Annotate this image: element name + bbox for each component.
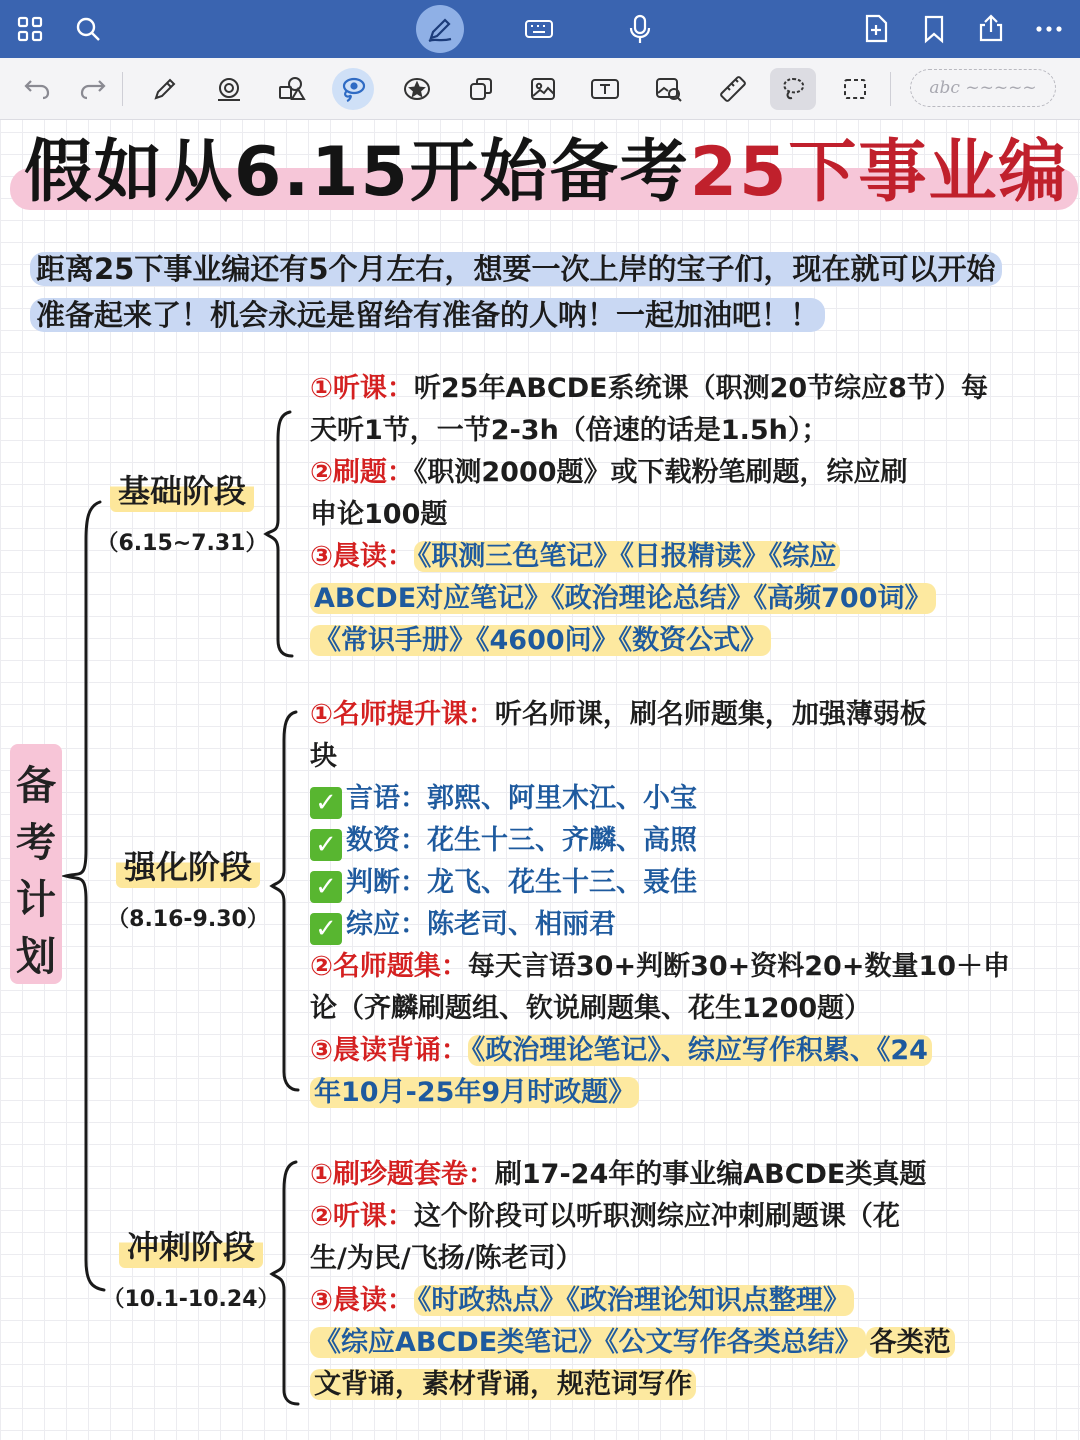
book-list: 《时政热点》《政治理论知识点整理》 — [414, 1285, 854, 1316]
item-text: 各类范 — [866, 1327, 955, 1358]
stage-sprint — [96, 1222, 286, 1313]
teacher-item: 综应：陈老司、相丽君 — [346, 909, 616, 940]
stage-strengthen — [100, 842, 276, 933]
stage-date: （6.15~7.31） — [96, 531, 268, 556]
stage-date: （10.1-10.24） — [102, 1287, 280, 1312]
basic-stage-content — [310, 368, 1070, 662]
item-text: 这个阶段可以听职测综应冲刺刷题课（花 — [413, 1201, 900, 1232]
item-label: ②刷题： — [310, 457, 414, 488]
handwriting-input-field[interactable]: abc ~~~~~ — [910, 69, 1056, 107]
item-text: 听25年ABCDE系统课（职测20节综应8节）每 — [413, 373, 988, 404]
item-label: ①刷珍题套卷： — [310, 1159, 495, 1190]
stage-name: 冲刺阶段 — [119, 1222, 263, 1268]
checkmark-icon: ✓ — [310, 787, 342, 819]
stage-name: 强化阶段 — [116, 842, 260, 888]
stage-date: （8.16-9.30） — [107, 907, 269, 932]
book-list: 《综应ABCDE类笔记》《公文写作各类总结》 — [310, 1327, 866, 1358]
item-text: 文背诵，素材背诵，规范词写作 — [310, 1369, 696, 1400]
item-label: ①听课： — [310, 373, 414, 404]
item-text: 生/为民/飞扬/陈老司） — [310, 1243, 583, 1274]
book-list: ABCDE对应笔记》《政治理论总结》《高频700词》 — [310, 583, 936, 614]
item-label: ③晨读背诵： — [310, 1035, 468, 1066]
teacher-item: 数资：花生十三、齐麟、高照 — [346, 825, 697, 856]
item-text: 每天言语30+判断30+资料20+数量10＋申 — [467, 951, 1011, 982]
title-part-2: 25下事业编 — [689, 133, 1069, 212]
title-part-1: 假如从6.15开始备考 — [24, 133, 690, 212]
root-char: 考 — [16, 820, 56, 866]
strengthen-stage-content — [310, 694, 1070, 1114]
stage-basic — [96, 466, 268, 557]
book-list: 《政治理论笔记》、综应写作积累、《24 — [468, 1035, 932, 1066]
item-text: 申论100题 — [310, 499, 448, 530]
book-list: 年10月-25年9月时政题》 — [310, 1077, 639, 1108]
item-text: 天听1节，一节2-3h（倍速的话是1.5h）； — [310, 415, 829, 446]
item-label: ②听课： — [310, 1201, 414, 1232]
root-char: 计 — [16, 877, 56, 923]
item-label: ③晨读： — [310, 541, 414, 572]
checkmark-icon: ✓ — [310, 913, 342, 945]
root-node-plan — [10, 744, 62, 984]
item-text: 刷17-24年的事业编ABCDE类真题 — [494, 1159, 927, 1190]
teacher-item: 言语：郭熙、阿里木江、小宝 — [346, 783, 697, 814]
checkmark-icon: ✓ — [310, 871, 342, 903]
item-text: 块 — [310, 741, 337, 772]
teacher-item: 判断：龙飞、花生十三、聂佳 — [346, 867, 697, 898]
sprint-stage-content — [310, 1154, 1070, 1406]
book-list: 《职测三色笔记》《日报精读》《综应 — [414, 541, 841, 572]
intro-line-2: 准备起来了！机会永远是留给有准备的人呐！一起加油吧！！ — [30, 298, 825, 332]
item-text: 论（齐麟刷题组、钦说刷题集、花生1200题） — [310, 993, 872, 1024]
item-label: ②名师题集： — [310, 951, 468, 982]
checkmark-icon: ✓ — [310, 829, 342, 861]
root-char: 划 — [16, 934, 56, 980]
item-text: 听名师课，刷名师题集，加强薄弱板 — [494, 699, 927, 730]
item-text: 《职测2000题》或下载粉笔刷题，综应刷 — [413, 457, 908, 488]
stage-name: 基础阶段 — [110, 466, 254, 512]
item-label: ①名师提升课： — [310, 699, 495, 730]
intro-line-1: 距离25下事业编还有5个月左右，想要一次上岸的宝子们，现在就可以开始 — [30, 252, 1002, 286]
item-label: ③晨读： — [310, 1285, 414, 1316]
book-list: 《常识手册》《4600问》《数资公式》 — [310, 625, 771, 656]
root-char: 备 — [16, 763, 56, 809]
